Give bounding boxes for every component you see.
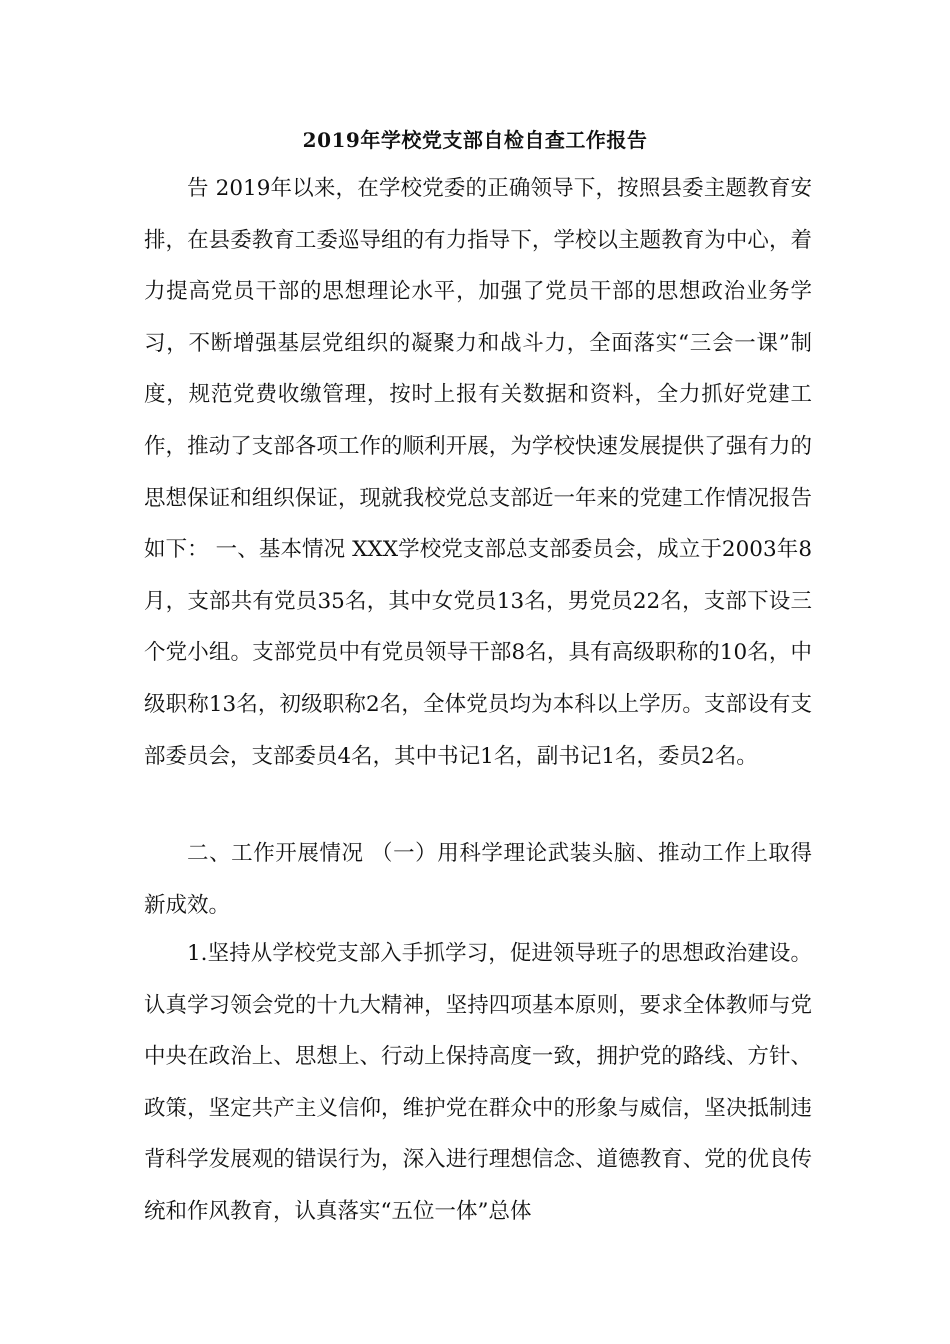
- body-paragraph: 告 2019年以来，在学校党委的正确领导下，按照县委主题教育安排，在县委教育工委巡导组的有力指导下，学校以主题教育为中心，着力提高党员干部的思想理论水平，加强了党员干部的思想政治业务学习，不断增强基层党组织的凝聚力和战斗力，全面落实“三会一课”制度，规范党费收缴管理，按时上报有关数据和资料，全力抓好党建工作，推动了支部各项工作的顺利开展，为学校快速发展提供了强有力的思想保证和组织保证，现就我校党总支部近一年来的党建工作情况报告如下： 一、基本情况 XXX学校党支部总支部委员会，成立于2003年8月，支部共有党员35名，其中女党员13名，男党员22名，支部下设三个党小组。支部党员中有党员领导干部8名，具有高级职称的10名，中级职称13名，初级职称2名，全体党员均为本科以上学历。支部设有支部委员会，支部委员4名，其中书记1名，副书记1名，委员2名。: [144, 176, 812, 769]
- body-paragraph: 1.坚持从学校党支部入手抓学习，促进领导班子的思想政治建设。认真学习领会党的十九大精神，坚持四项基本原则，要求全体教师与党中央在政治上、思想上、行动上保持高度一致，拥护党的路线、方针、政策，坚定共产主义信仰，维护党在群众中的形象与威信，坚决抵制违背科学发展观的错误行为，深入进行理想信念、道德教育、党的优良传统和作风教育，认真落实“五位一体”总体: [144, 941, 812, 1224]
- body-paragraph: 二、工作开展情况 （一）用科学理论武装头脑、推动工作上取得新成效。: [144, 841, 812, 918]
- document-title: 2019年学校党支部自检自查工作报告: [302, 128, 648, 152]
